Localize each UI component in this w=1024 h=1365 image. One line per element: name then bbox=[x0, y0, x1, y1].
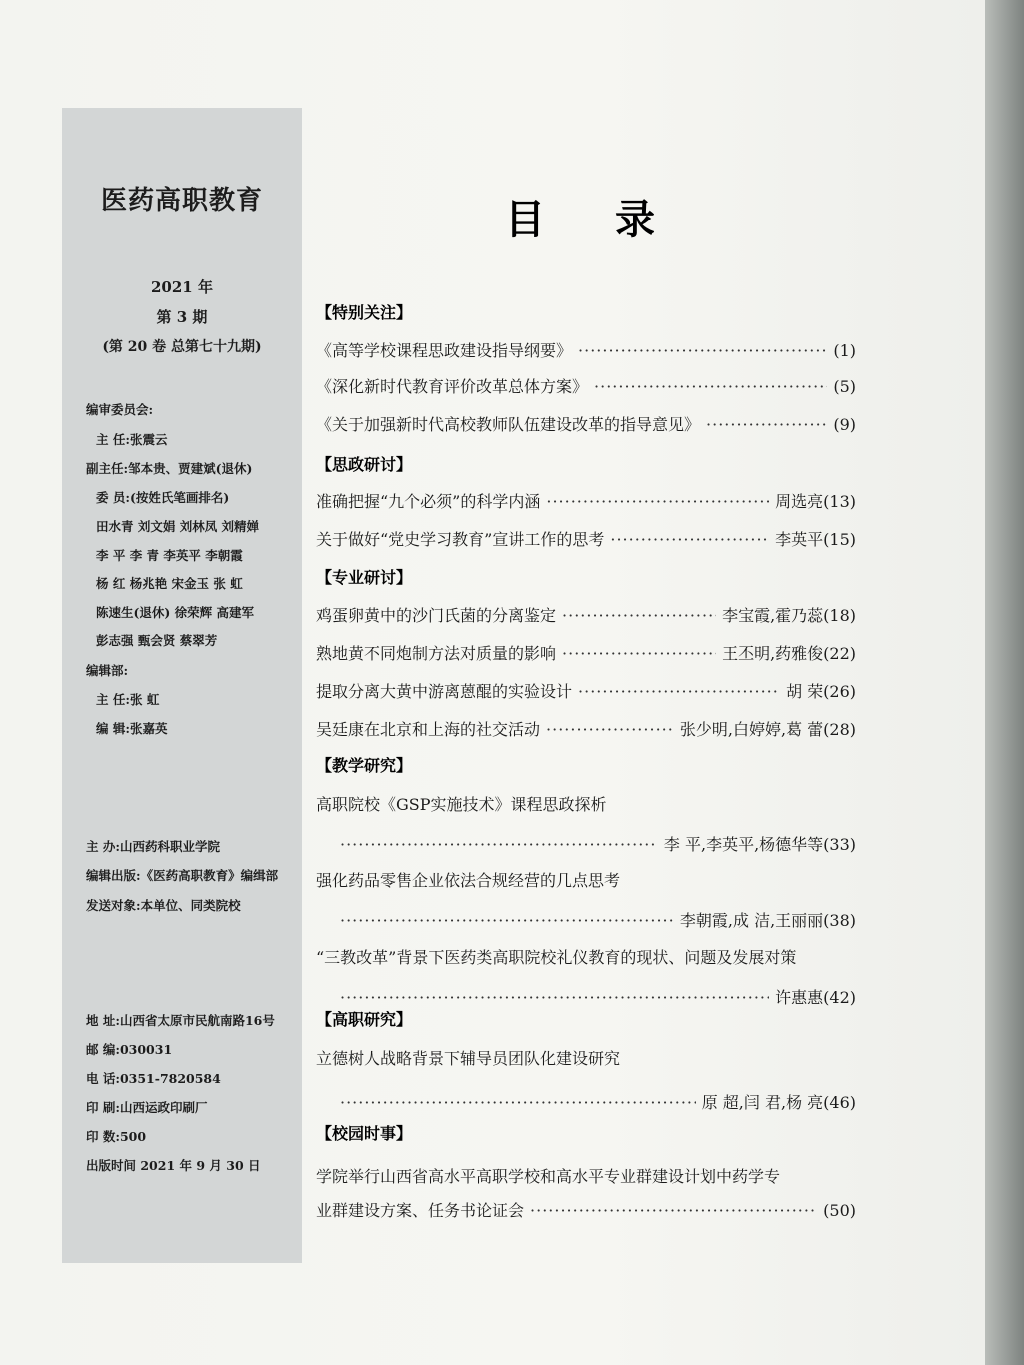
entry-page: (22) bbox=[823, 644, 856, 663]
entry-title: 提取分离大黄中游离蒽醌的实验设计 bbox=[316, 682, 573, 701]
members-row: 杨 红 杨兆艳 宋金玉 张 虹 bbox=[96, 576, 243, 591]
toc-entry bbox=[316, 641, 856, 664]
leader-dots bbox=[594, 377, 827, 396]
entry-title: 吴廷康在北京和上海的社交活动 bbox=[316, 720, 541, 739]
members-heading: 委 员:(按姓氏笔画排名) bbox=[96, 490, 230, 505]
section-heading: 【思政研讨】 bbox=[316, 455, 413, 474]
address: 地 址:山西省太原市民航南路16号 bbox=[86, 1013, 275, 1028]
entry-author: 周选亮 bbox=[775, 492, 824, 511]
pub-date: 出版时间 2021 年 9 月 30 日 bbox=[86, 1158, 261, 1173]
section-heading: 【教学研究】 bbox=[316, 756, 413, 775]
toc-title: 目录 bbox=[505, 196, 725, 243]
entry-author: 张少明,白婷婷,葛 蕾 bbox=[679, 720, 824, 739]
toc-entry bbox=[316, 412, 856, 435]
section-heading: 【专业研讨】 bbox=[316, 568, 413, 587]
entry-page: (15) bbox=[823, 530, 856, 549]
entry-page: (50) bbox=[823, 1201, 856, 1220]
entry-title: 《关于加强新时代高校教师队伍建设改革的指导意见》 bbox=[316, 415, 701, 434]
entry-title: 熟地黄不同炮制方法对质量的影响 bbox=[316, 644, 557, 663]
entry-author: 原 超,闫 君,杨 亮 bbox=[701, 1093, 824, 1112]
toc-entry bbox=[316, 374, 856, 397]
publisher: 编辑出版:《医药高职教育》编缉部 bbox=[86, 868, 279, 883]
toc-entry bbox=[316, 338, 856, 361]
entry-page: (1) bbox=[833, 341, 856, 360]
page-edge bbox=[985, 0, 1024, 1365]
entry-title: 鸡蛋卵黄中的沙门氏菌的分离鉴定 bbox=[316, 606, 557, 625]
entry-title: 《深化新时代教育评价改革总体方案》 bbox=[316, 377, 589, 396]
entry-page: (18) bbox=[823, 606, 856, 625]
leader-dots bbox=[610, 530, 769, 549]
leader-dots bbox=[546, 492, 769, 511]
entry-page: (46) bbox=[823, 1093, 856, 1112]
entry-title: “三教改革”背景下医药类高职院校礼仪教育的现状、问题及发展对策 bbox=[316, 948, 797, 967]
entry-title: 学院举行山西省高水平高职学校和高水平专业群建设计划中药学专 bbox=[316, 1167, 781, 1186]
sidebar-masthead bbox=[62, 108, 302, 1263]
members-row: 田水青 刘文娟 刘林凤 刘精婵 bbox=[96, 519, 260, 534]
entry-title: 准确把握“九个必须”的科学内涵 bbox=[316, 492, 541, 511]
toc-entry bbox=[340, 1090, 856, 1113]
editor: 编 辑:张嘉英 bbox=[96, 721, 168, 736]
issue-number: 第 3 期 bbox=[156, 308, 208, 326]
host: 主 办:山西药科职业学院 bbox=[86, 839, 220, 854]
distribution: 发送对象:本单位、同类院校 bbox=[86, 898, 241, 913]
committee-vice-director: 副主任:邹本贵、贾建斌(退休) bbox=[86, 461, 253, 476]
committee-heading: 编审委员会: bbox=[86, 402, 154, 417]
leader-dots bbox=[562, 606, 716, 625]
entry-author: 李朝霞,成 洁,王丽丽 bbox=[679, 911, 824, 930]
editorial-director: 主 任:张 虹 bbox=[96, 692, 160, 707]
leader-dots bbox=[578, 341, 827, 360]
entry-page: (38) bbox=[823, 911, 856, 930]
toc-entry bbox=[316, 527, 856, 550]
entry-title: 关于做好“党史学习教育”宣讲工作的思考 bbox=[316, 530, 605, 549]
entry-page: (26) bbox=[823, 682, 856, 701]
entry-author: 许惠惠 bbox=[775, 988, 824, 1007]
entry-author: 李 平,李英平,杨德华等 bbox=[663, 835, 824, 854]
editorial-heading: 编辑部: bbox=[86, 663, 129, 678]
issue-volume: (第 20 卷 总第七十九期) bbox=[102, 339, 262, 355]
leader-dots bbox=[530, 1201, 817, 1220]
toc-entry bbox=[316, 1198, 856, 1221]
entry-title: 立德树人战略背景下辅导员团队化建设研究 bbox=[316, 1049, 621, 1068]
section-heading: 【高职研究】 bbox=[316, 1010, 413, 1029]
toc-entry bbox=[316, 489, 856, 512]
entry-page: (13) bbox=[823, 492, 856, 511]
leader-dots bbox=[706, 415, 827, 434]
members-row: 彭志强 甄会贤 蔡翠芳 bbox=[96, 633, 218, 648]
printer: 印 刷:山西运政印刷厂 bbox=[86, 1100, 208, 1115]
leader-dots bbox=[340, 1093, 696, 1112]
leader-dots bbox=[546, 720, 674, 739]
leader-dots bbox=[562, 644, 716, 663]
leader-dots bbox=[340, 988, 769, 1007]
section-heading: 【校园时事】 bbox=[316, 1124, 413, 1143]
entry-title-cont: 业群建设方案、任务书论证会 bbox=[316, 1201, 525, 1220]
phone: 电 话:0351-7820584 bbox=[86, 1071, 221, 1086]
toc-entry bbox=[340, 908, 856, 931]
entry-title: 《高等学校课程思政建设指导纲要》 bbox=[316, 341, 573, 360]
members-row: 陈速生(退休) 徐荣辉 高建军 bbox=[96, 605, 255, 620]
postcode: 邮 编:030031 bbox=[86, 1042, 173, 1057]
entry-page: (33) bbox=[823, 835, 856, 854]
toc-entry bbox=[316, 603, 856, 626]
leader-dots bbox=[340, 835, 658, 854]
toc-entry bbox=[340, 985, 856, 1008]
entry-author: 王丕明,药雅俊 bbox=[722, 644, 824, 663]
section-heading: 【特别关注】 bbox=[316, 303, 413, 322]
members-row: 李 平 李 青 李英平 李朝霞 bbox=[96, 548, 243, 563]
entry-page: (5) bbox=[833, 377, 856, 396]
toc-entry bbox=[340, 832, 856, 855]
committee-director: 主 任:张震云 bbox=[96, 432, 168, 447]
leader-dots bbox=[578, 682, 780, 701]
entry-author: 胡 荣 bbox=[786, 682, 824, 701]
entry-author: 李宝霞,霍乃蕊 bbox=[722, 606, 824, 625]
entry-title: 强化药品零售企业依法合规经营的几点思考 bbox=[316, 871, 621, 890]
entry-author: 李英平 bbox=[775, 530, 824, 549]
print-count: 印 数:500 bbox=[86, 1129, 147, 1144]
issue-year: 2021 年 bbox=[151, 278, 213, 296]
entry-page: (42) bbox=[823, 988, 856, 1007]
entry-page: (28) bbox=[823, 720, 856, 739]
toc-entry bbox=[316, 717, 856, 740]
entry-page: (9) bbox=[833, 415, 856, 434]
entry-title: 高职院校《GSP实施技术》课程思政探析 bbox=[316, 795, 607, 814]
leader-dots bbox=[340, 911, 674, 930]
toc-entry bbox=[316, 679, 856, 702]
journal-title: 医药高职教育 bbox=[100, 186, 263, 216]
